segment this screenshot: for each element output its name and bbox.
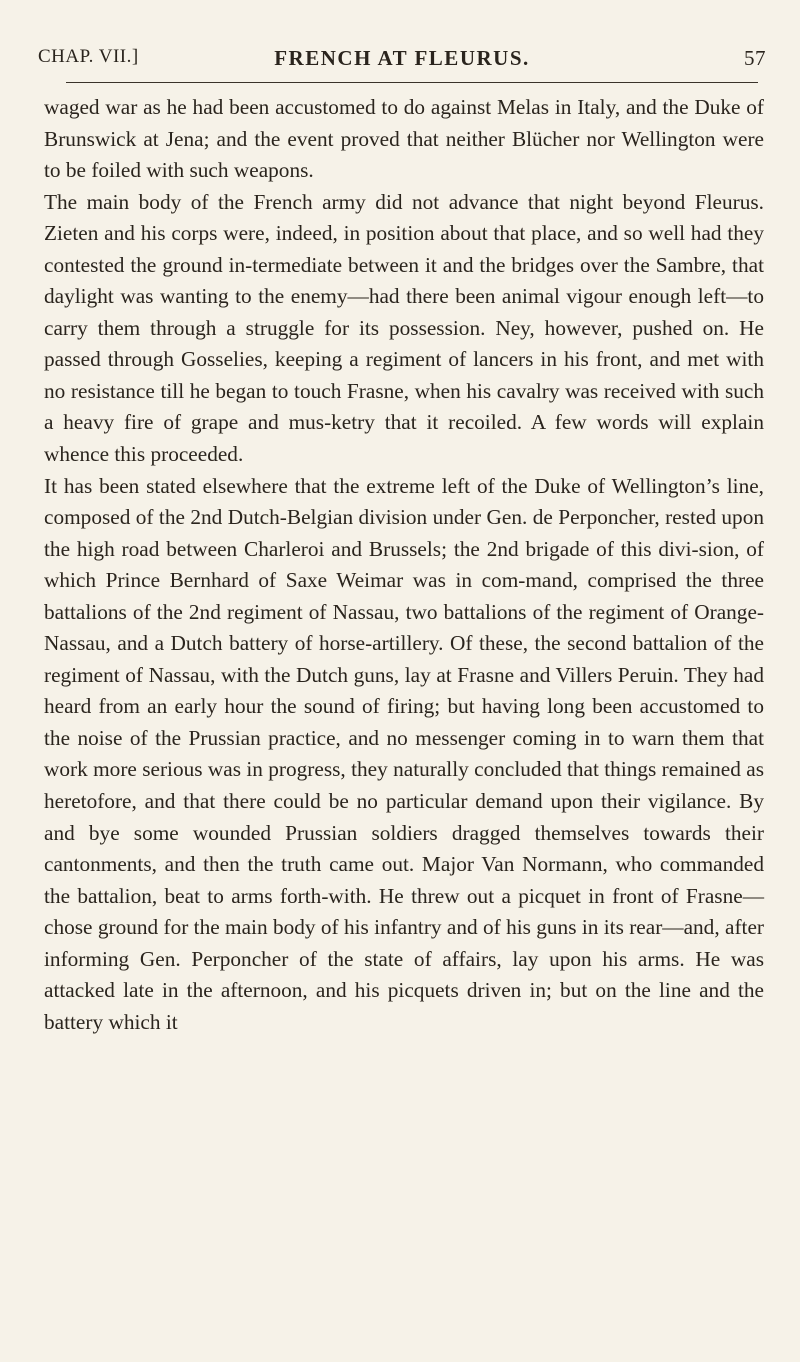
book-page — [36, 0, 768, 1362]
header-rule — [66, 82, 758, 83]
page-number: 57 — [744, 46, 766, 70]
paragraph-2: The main body of the French army did not advance that night beyond Fleurus. Zieten and his corps were, indeed, in position about that place, and so well had they contested the ground in-termediate between it and the bridges over the Sambre, that daylight was wanting to the enemy—had there been animal vigour enough left—to carry them through a struggle for its possession. Ney, however, pushed on. He passed through Gosselies, keeping a regiment of lancers in his front, and met with no resistance till he began to touch Frasne, when his cavalry was received with such a heavy fire of grape and mus-ketry that it recoiled. A few words will explain whence this proceeded. — [44, 189, 764, 467]
chapter-label: CHAP. VII.] — [38, 46, 139, 67]
page-title: FRENCH AT FLEURUS. — [274, 46, 530, 70]
paragraph-3: It has been stated elsewhere that the extreme left of the Duke of Wellington’s line, composed of the 2nd Dutch-Belgian division under Gen. de Perponcher, rested upon the high road between Charleroi and Brussels; the 2nd brigade of this divi-sion, of which Prince Bernhard of Saxe Weimar was in com-mand, comprised the three battalions of the 2nd regiment of Nassau, two battalions of the regiment of Orange-Nassau, and a Dutch battery of horse-artillery. Of these, the second battalion of the regiment of Nassau, with the Dutch guns, lay at Frasne and Villers Peruin. They had heard from an early hour the sound of firing; but having long been accustomed to the noise of the Prussian practice, and no messenger coming in to warn them that work more serious was in progress, they naturally concluded that things remained as heretofore, and that there could be no particular demand upon their vigilance. By and bye some wounded Prussian soldiers dragged themselves towards their cantonments, and then the truth came out. Major Van Normann, who commanded the battalion, beat to arms forth-with. He threw out a picquet in front of Frasne—chose ground for the main body of his infantry and of his guns in its rear—and, after informing Gen. Perponcher of the state of affairs, lay upon his arms. He was attacked late in the afternoon, and his picquets driven in; but on the line and the battery which it — [44, 473, 764, 1034]
body-text — [44, 92, 764, 1038]
paragraph-1: waged war as he had been accustomed to do against Melas in Italy, and the Duke of Brunswick at Jena; and the event proved that neither Blücher nor Wellington were to be foiled with such weapons. — [44, 95, 764, 183]
running-head — [36, 46, 768, 74]
